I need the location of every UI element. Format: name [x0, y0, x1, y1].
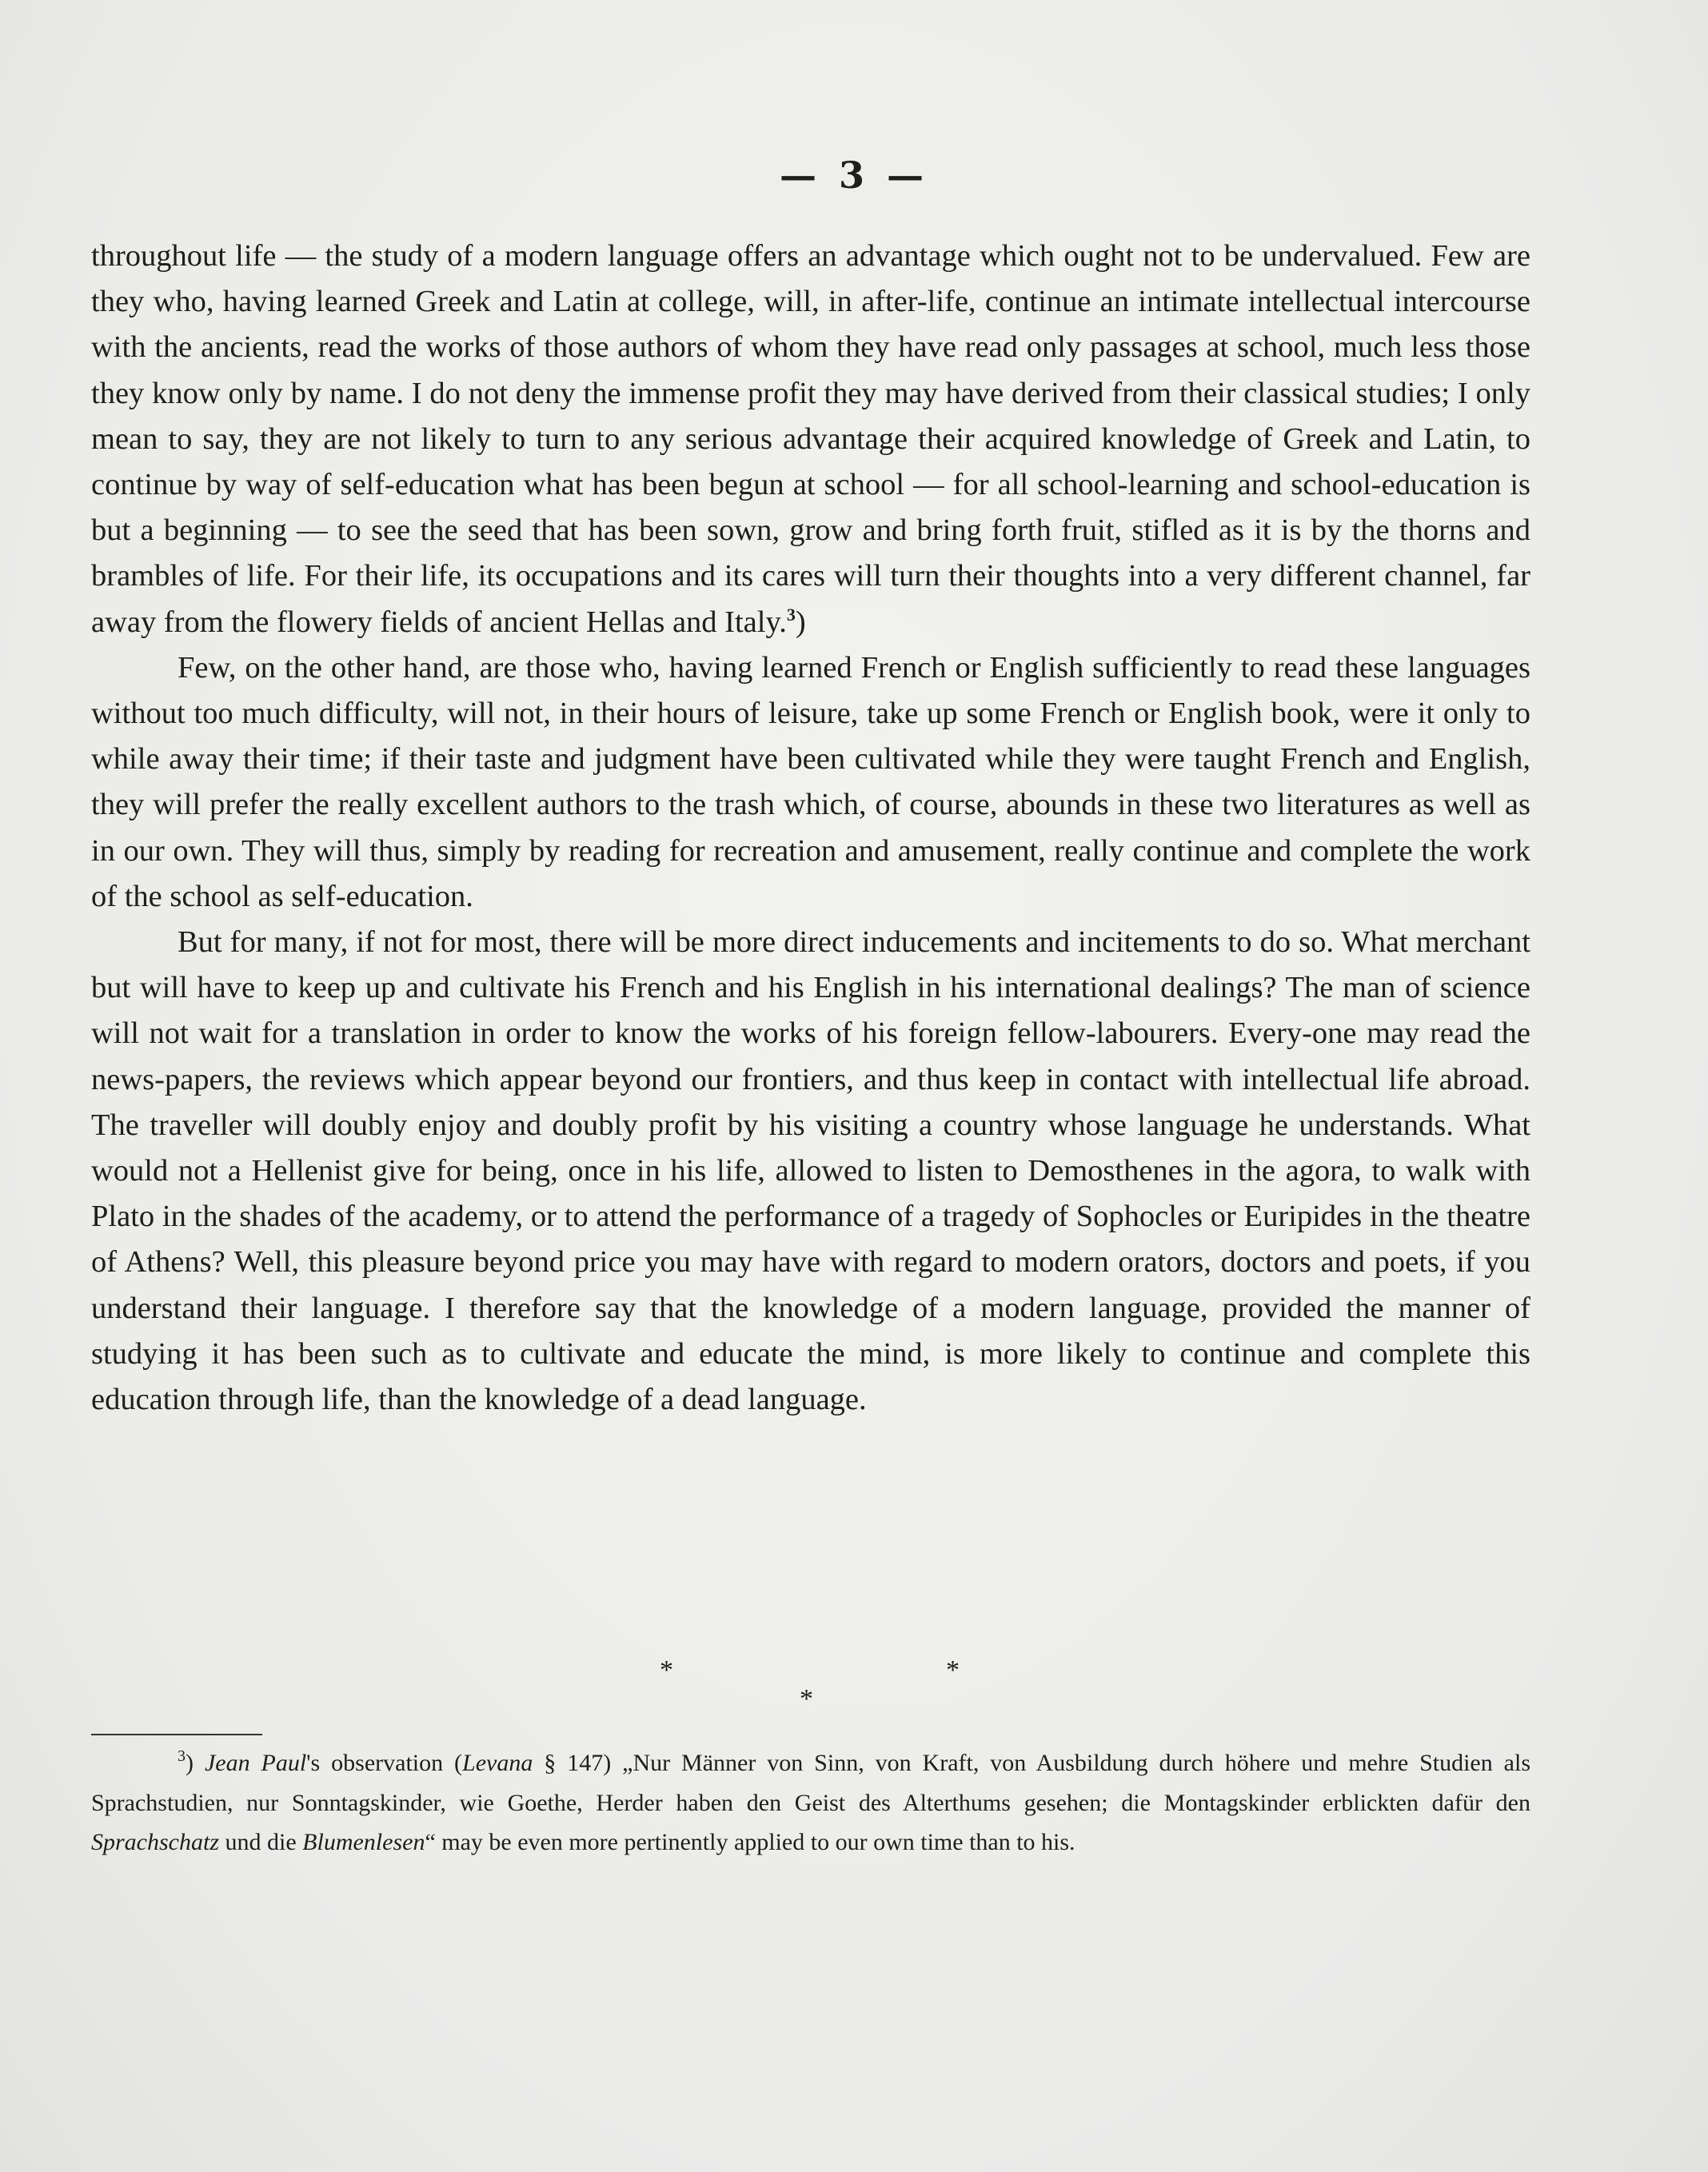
footnote-text: [91, 1743, 1530, 1863]
footnote-author-suffix: 's observation (: [306, 1750, 463, 1776]
separator-star-left: *: [660, 1655, 673, 1685]
footnote-middle: und die: [219, 1829, 303, 1855]
page-number: — 3 —: [779, 154, 929, 197]
footnote-quote: § 147) „Nur Männer von Sinn, von Kraft, von Ausbildung durch höhere und mehre Studien als Sprachstudien, nur Sonntagskinder, wie Goethe, Herder haben den Geist des Alterthums gesehen; die Montagskinder erblickten dafür den: [91, 1750, 1530, 1816]
paragraph-1: [91, 234, 1530, 645]
separator-star-right: *: [946, 1655, 960, 1685]
footnote-term-2: Blumenlesen: [302, 1829, 425, 1855]
separator-star-center: *: [800, 1684, 813, 1714]
paragraph-2: Few, on the other hand, are those who, having learned French or English sufficiently to read these languages without too much difficulty, will not, in their hours of leisure, take up some French or English book, were it only to while away their time; if their taste and judgment have been cultivated while they were taught French and English, they will prefer the really excellent authors to the trash which, of course, abounds in these two literatures as well as in our own. They will thus, simply by reading for recreation and amusement, really continue and complete the work of the school as self-education.: [91, 650, 1530, 913]
footnote-divider: [91, 1734, 262, 1735]
paragraph-3: But for many, if not for most, there will be more direct inducements and incitements to do so. What merchant but will have to keep up and cultivate his French and his English in his international dealings? The man of science will not wait for a translation in order to know the works of his foreign fellow-labourers. Every-one may read the news-papers, the reviews which appear beyond our frontiers, and thus keep in contact with intellectual life abroad. The traveller will doubly enjoy and doubly profit by his visiting a country whose language he understands. What would not a Hellenist give for being, once in his life, allowed to listen to Demosthenes in the agora, to walk with Plato in the shades of the academy, or to attend the performance of a tragedy of Sophocles or Euripides in the theatre of Athens? Well, this pleasure beyond price you may have with regard to modern orators, doctors and poets, if you understand their language. I therefore say that the knowledge of a modern language, provided the manner of studying it has been such as to cultivate and educate the mind, is more likely to continue and complete this education through life, than the knowledge of a dead language.: [91, 925, 1530, 1417]
footnote-marker: 3: [178, 1747, 186, 1765]
footnote-work: Levana: [462, 1750, 533, 1776]
footnote-reference-close: ): [795, 605, 806, 639]
footnote-term-1: Sprachschatz: [91, 1829, 219, 1855]
footnote-reference: 3: [786, 604, 796, 625]
section-separator: [0, 1655, 1708, 1719]
footnote-author: Jean Paul: [204, 1750, 307, 1776]
paragraph-1-text: throughout life — the study of a modern language offers an advantage which ought not to be undervalued. Few are they who, having learned Greek and Latin at college, will, in after-life, continue an intimate intellectual intercourse with the ancients, read the works of those authors of whom they have read only passages at school, much less those they know only by name. I do not deny the immense profit they may have derived from their classical studies; I only mean to say, they are not likely to turn to any serious advantage their acquired knowledge of Greek and Latin, to continue by way of self-education what has been begun at school — for all school-learning and school-education is but a beginning — to see the seed that has been sown, grow and bring forth fruit, stifled as it is by the thorns and brambles of life. For their life, its occupations and its cares will turn their thoughts into a very different channel, far away from the flowery fields of ancient Hellas and Italy.: [91, 239, 1530, 639]
body-text: [91, 234, 1530, 1423]
footnote: [91, 1743, 1530, 1863]
footnote-ending: “ may be even more pertinently applied to our own time than to his.: [425, 1829, 1075, 1855]
footnote-marker-close: ): [186, 1750, 194, 1776]
